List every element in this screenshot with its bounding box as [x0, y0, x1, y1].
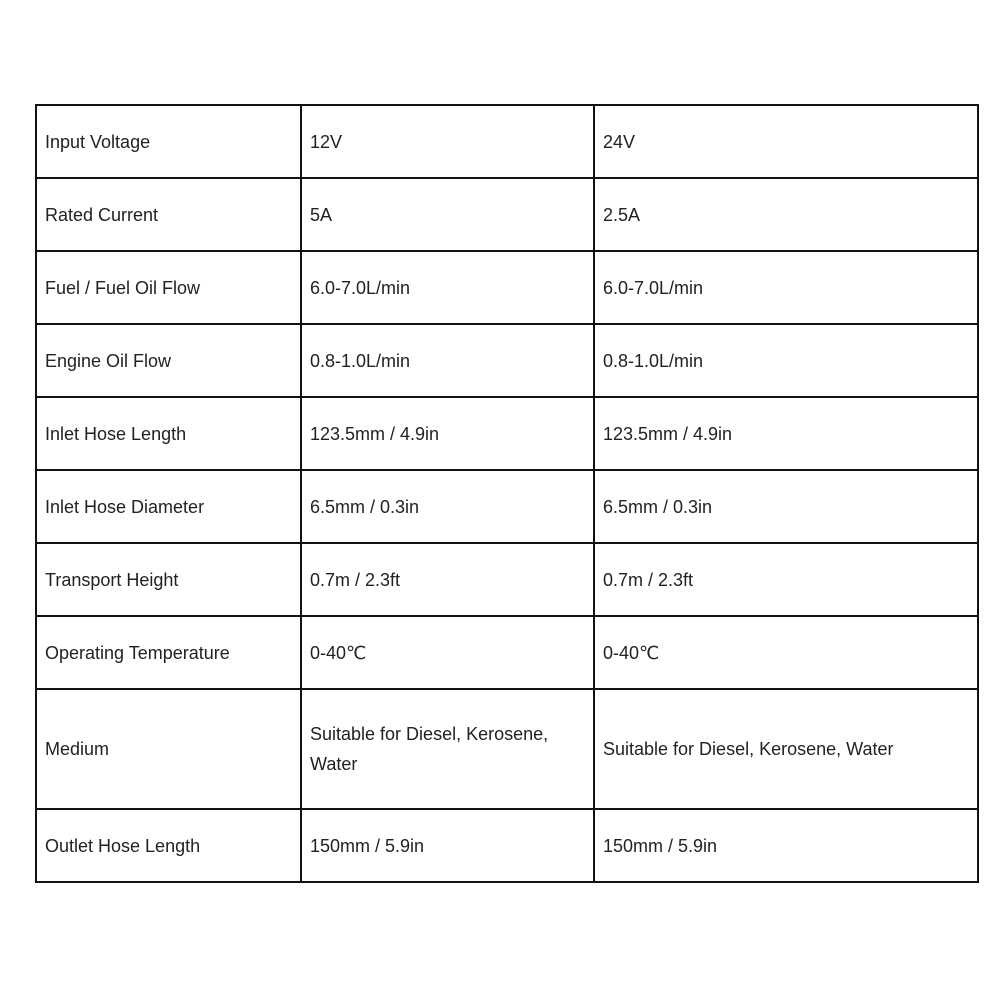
- spec-value-12v-cell: 6.0-7.0L/min: [301, 251, 594, 324]
- table-row: [36, 178, 978, 251]
- spec-value-12v-cell: 12V: [301, 105, 594, 178]
- spec-label-cell: Inlet Hose Diameter: [36, 470, 301, 543]
- spec-label-cell: Transport Height: [36, 543, 301, 616]
- spec-value-24v-cell: 150mm / 5.9in: [594, 809, 978, 882]
- table-row: [36, 470, 978, 543]
- spec-label-cell: Outlet Hose Length: [36, 809, 301, 882]
- spec-value-24v-cell: 0.7m / 2.3ft: [594, 543, 978, 616]
- spec-value-24v-cell: 123.5mm / 4.9in: [594, 397, 978, 470]
- specification-table: [35, 104, 979, 883]
- spec-value-12v-cell: 0-40℃: [301, 616, 594, 689]
- spec-value-24v-cell: 0-40℃: [594, 616, 978, 689]
- spec-value-24v-cell: Suitable for Diesel, Kerosene, Water: [594, 689, 978, 809]
- table-row: [36, 105, 978, 178]
- spec-value-24v-cell: 24V: [594, 105, 978, 178]
- spec-label-cell: Medium: [36, 689, 301, 809]
- table-row: [36, 397, 978, 470]
- spec-value-12v-cell: 6.5mm / 0.3in: [301, 470, 594, 543]
- spec-value-24v-cell: 6.0-7.0L/min: [594, 251, 978, 324]
- spec-value-12v-cell: 0.7m / 2.3ft: [301, 543, 594, 616]
- spec-label-cell: Inlet Hose Length: [36, 397, 301, 470]
- spec-label-cell: Fuel / Fuel Oil Flow: [36, 251, 301, 324]
- table-row: [36, 616, 978, 689]
- spec-label-cell: Input Voltage: [36, 105, 301, 178]
- spec-value-24v-cell: 0.8-1.0L/min: [594, 324, 978, 397]
- spec-value-24v-cell: 2.5A: [594, 178, 978, 251]
- table-row: [36, 324, 978, 397]
- spec-label-cell: Engine Oil Flow: [36, 324, 301, 397]
- spec-label-cell: Rated Current: [36, 178, 301, 251]
- spec-value-12v-cell: 123.5mm / 4.9in: [301, 397, 594, 470]
- specification-table-body: [36, 105, 978, 882]
- spec-value-12v-cell: 5A: [301, 178, 594, 251]
- table-row: [36, 809, 978, 882]
- table-row: [36, 251, 978, 324]
- spec-value-12v-cell: Suitable for Diesel, Kerosene, Water: [301, 689, 594, 809]
- table-row: [36, 543, 978, 616]
- table-row: [36, 689, 978, 809]
- spec-label-cell: Operating Temperature: [36, 616, 301, 689]
- spec-value-12v-cell: 150mm / 5.9in: [301, 809, 594, 882]
- spec-value-12v-cell: 0.8-1.0L/min: [301, 324, 594, 397]
- spec-value-24v-cell: 6.5mm / 0.3in: [594, 470, 978, 543]
